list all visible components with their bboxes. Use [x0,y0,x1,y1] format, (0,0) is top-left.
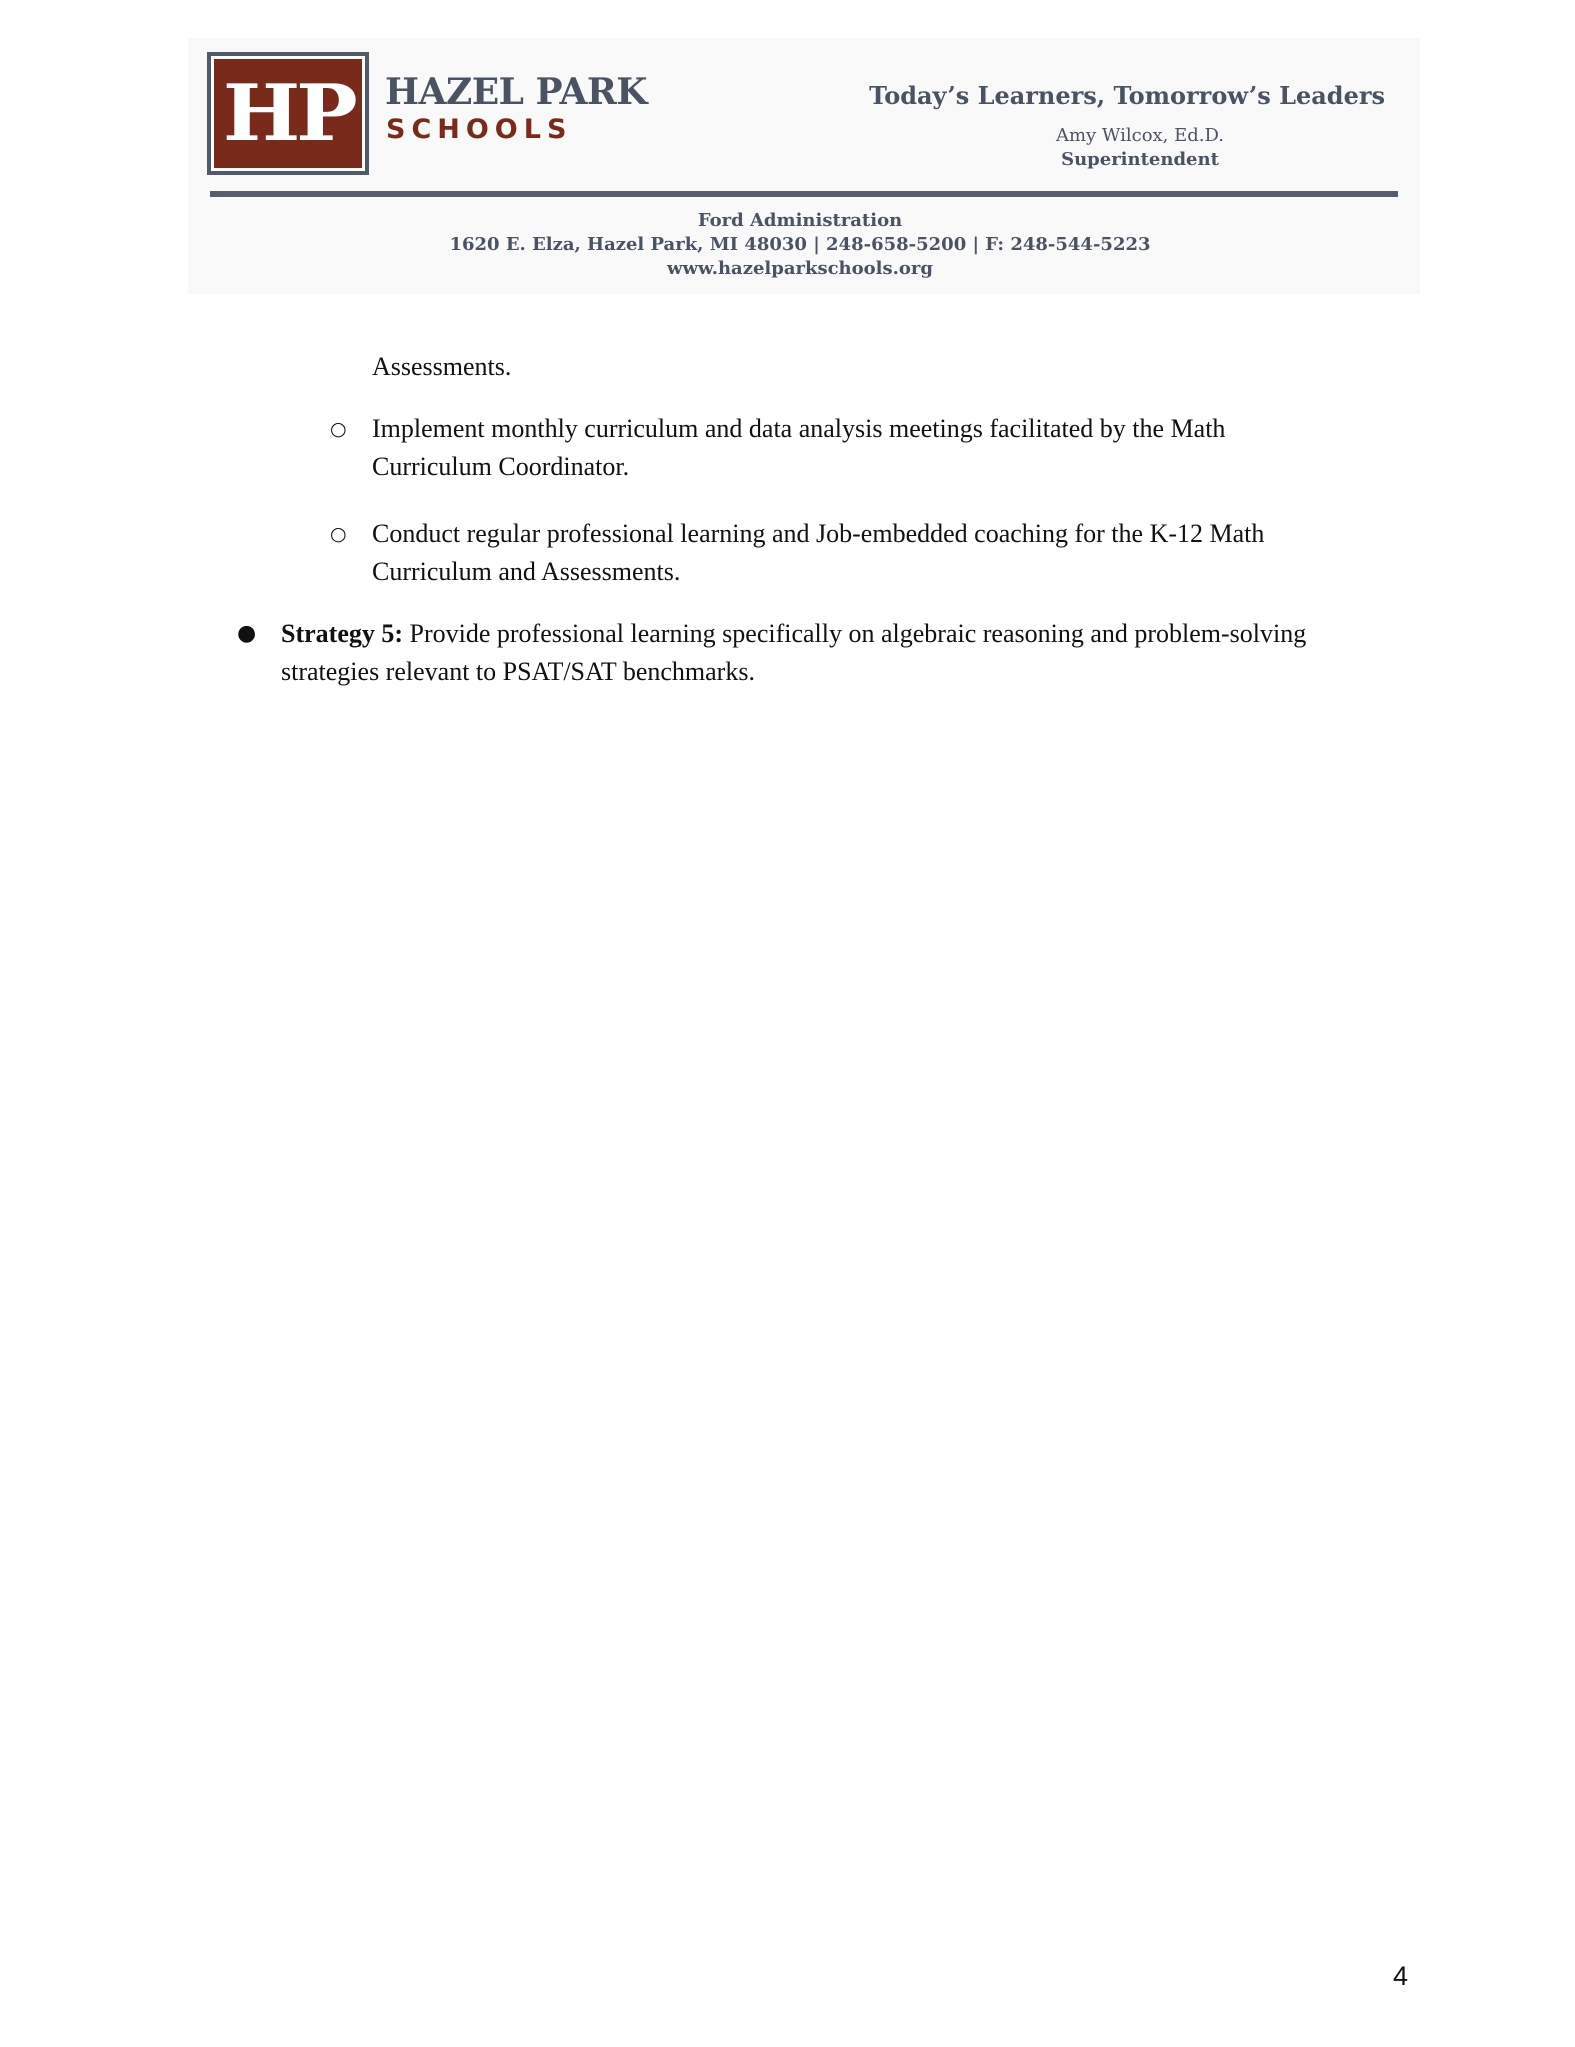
superintendent-name: Amy Wilcox, Ed.D. [1055,125,1225,146]
strategy-text: Provide professional learning specifically on algebraic reasoning and problem-solving [403,619,1307,648]
strategy-line1 [281,615,1306,653]
list-item [372,515,1264,591]
page-number: 4 [1393,1961,1409,1991]
superintendent-title: Superintendent [1061,149,1219,170]
tagline: Today’s Learners, Tomorrow’s Leaders [869,81,1385,110]
org-name-line2: SCHOOLS [386,114,573,145]
continued-text: Assessments. [372,352,512,381]
strategy-line2: strategies relevant to PSAT/SAT benchmarks. [281,657,755,686]
strategy-label: Strategy 5: [281,619,404,648]
school-logo [211,56,365,171]
org-name-line1: HAZEL PARK [385,71,648,113]
logo-mark: HP [222,67,354,159]
list-item-line: Implement monthly curriculum and data analysis meetings facilitated by the Math [372,414,1226,443]
address-website: www.hazelparkschools.org [667,258,933,279]
list-item-line: Curriculum and Assessments. [372,557,681,586]
bullet-icon: ● [237,621,257,646]
address-office: Ford Administration [697,210,903,231]
sub-bullet-icon: ○ [330,418,347,440]
list-item-line: Conduct regular professional learning and Job-embedded coaching for the K-12 Math [372,519,1265,548]
header-divider [210,191,1398,197]
list-item [372,410,1225,486]
sub-bullet-icon: ○ [330,523,347,545]
list-item-line: Curriculum Coordinator. [372,452,630,481]
address-street-phone: 1620 E. Elza, Hazel Park, MI 48030 | 248-658-5200 | F: 248-544-5223 [449,234,1151,255]
strategy-item [281,615,1306,691]
